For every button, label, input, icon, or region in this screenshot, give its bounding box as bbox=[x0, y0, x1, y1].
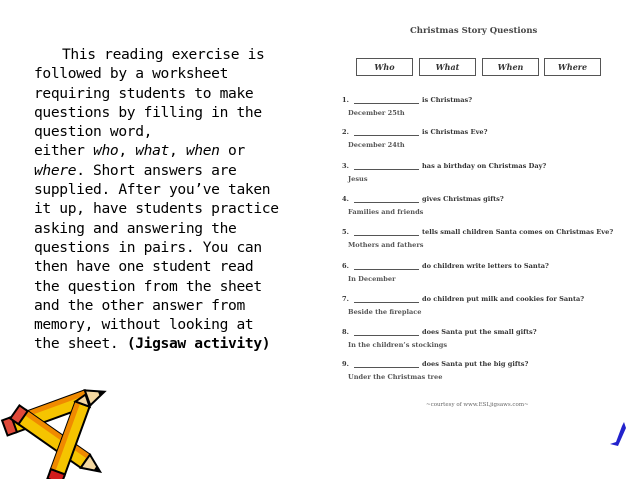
question-text: tells small children Santa comes on Christmas Eve? bbox=[422, 228, 614, 236]
short-answer: In December bbox=[348, 275, 396, 283]
paragraph-line: it up, have students practice bbox=[34, 200, 279, 218]
question-number: 3. bbox=[342, 162, 349, 170]
answer-blank bbox=[354, 169, 419, 170]
paragraph-line: then have one student read bbox=[34, 258, 254, 276]
paragraph-line: followed by a worksheet bbox=[34, 65, 229, 83]
separator: , bbox=[118, 142, 136, 160]
question-text: is Christmas? bbox=[422, 96, 473, 104]
question-number: 5. bbox=[342, 228, 349, 236]
short-answer: Under the Christmas tree bbox=[348, 373, 443, 381]
instruction-paragraph bbox=[34, 45, 296, 354]
question-text: do children put milk and cookies for Santa? bbox=[422, 295, 585, 303]
question-number: 6. bbox=[342, 262, 349, 270]
corner-mark-icon bbox=[604, 420, 628, 448]
question-text: does Santa put the big gifts? bbox=[422, 360, 529, 368]
question-text: is Christmas Eve? bbox=[422, 128, 488, 136]
question-text: has a birthday on Christmas Day? bbox=[422, 162, 547, 170]
question-number: 7. bbox=[342, 295, 349, 303]
question-number: 8. bbox=[342, 328, 349, 336]
line-text: the sheet. bbox=[34, 335, 127, 353]
worksheet-credit: ~courtesy of www.ESLjigsaws.com~ bbox=[426, 402, 529, 408]
short-answer: December 25th bbox=[348, 109, 405, 117]
worksheet-image bbox=[312, 14, 630, 414]
paragraph-line: question word, bbox=[34, 123, 153, 141]
paragraph-line bbox=[34, 334, 296, 353]
paragraph-line: memory, without looking at bbox=[34, 316, 254, 334]
word-when: when bbox=[185, 142, 220, 160]
question-number: 9. bbox=[342, 360, 349, 368]
question-text: does Santa put the small gifts? bbox=[422, 328, 537, 336]
line-text: or bbox=[219, 142, 245, 160]
short-answer: Jesus bbox=[348, 175, 368, 183]
short-answer: Families and friends bbox=[348, 208, 424, 216]
word-what: what bbox=[135, 142, 169, 160]
answer-blank bbox=[354, 367, 419, 368]
answer-blank bbox=[354, 103, 419, 104]
paragraph-line: This reading exercise is bbox=[62, 46, 265, 63]
question-word-what: What bbox=[419, 58, 476, 76]
paragraph-line: questions in pairs. You can bbox=[34, 238, 262, 256]
question-word-when: When bbox=[482, 58, 539, 76]
short-answer: Mothers and fathers bbox=[348, 241, 424, 249]
short-answer: Beside the fireplace bbox=[348, 308, 422, 316]
question-text: gives Christmas gifts? bbox=[422, 195, 504, 203]
paragraph-line: the question from the sheet bbox=[34, 277, 262, 295]
answer-blank bbox=[354, 135, 419, 136]
paragraph-line bbox=[34, 161, 296, 180]
question-text: do children write letters to Santa? bbox=[422, 262, 549, 270]
answer-blank bbox=[354, 302, 419, 303]
question-number: 1. bbox=[342, 96, 349, 104]
answer-blank bbox=[354, 235, 419, 236]
paragraph-line: supplied. After you’ve taken bbox=[34, 181, 271, 199]
question-number: 2. bbox=[342, 128, 349, 136]
separator: , bbox=[169, 142, 186, 160]
question-number: 4. bbox=[342, 195, 349, 203]
paragraph-line: questions by filling in the bbox=[34, 103, 262, 121]
line-text: either bbox=[34, 142, 94, 160]
line-text: . Short answers are bbox=[76, 161, 237, 179]
word-who: who bbox=[93, 142, 119, 160]
paragraph-line: requiring students to make bbox=[34, 84, 254, 102]
answer-blank bbox=[354, 202, 419, 203]
answer-blank bbox=[354, 269, 419, 270]
pencils-icon bbox=[0, 370, 118, 479]
question-word-where: Where bbox=[544, 58, 601, 76]
word-where: where bbox=[34, 161, 77, 179]
question-word-who: Who bbox=[356, 58, 413, 76]
paragraph-line: asking and answering the bbox=[34, 219, 237, 237]
paragraph-line bbox=[34, 141, 296, 160]
short-answer: December 24th bbox=[348, 141, 405, 149]
paragraph-line: and the other answer from bbox=[34, 296, 245, 314]
answer-blank bbox=[354, 335, 419, 336]
worksheet-title: Christmas Story Questions bbox=[410, 26, 538, 36]
activity-label: (Jigsaw activity) bbox=[126, 335, 271, 353]
short-answer: In the children’s stockings bbox=[348, 341, 448, 349]
